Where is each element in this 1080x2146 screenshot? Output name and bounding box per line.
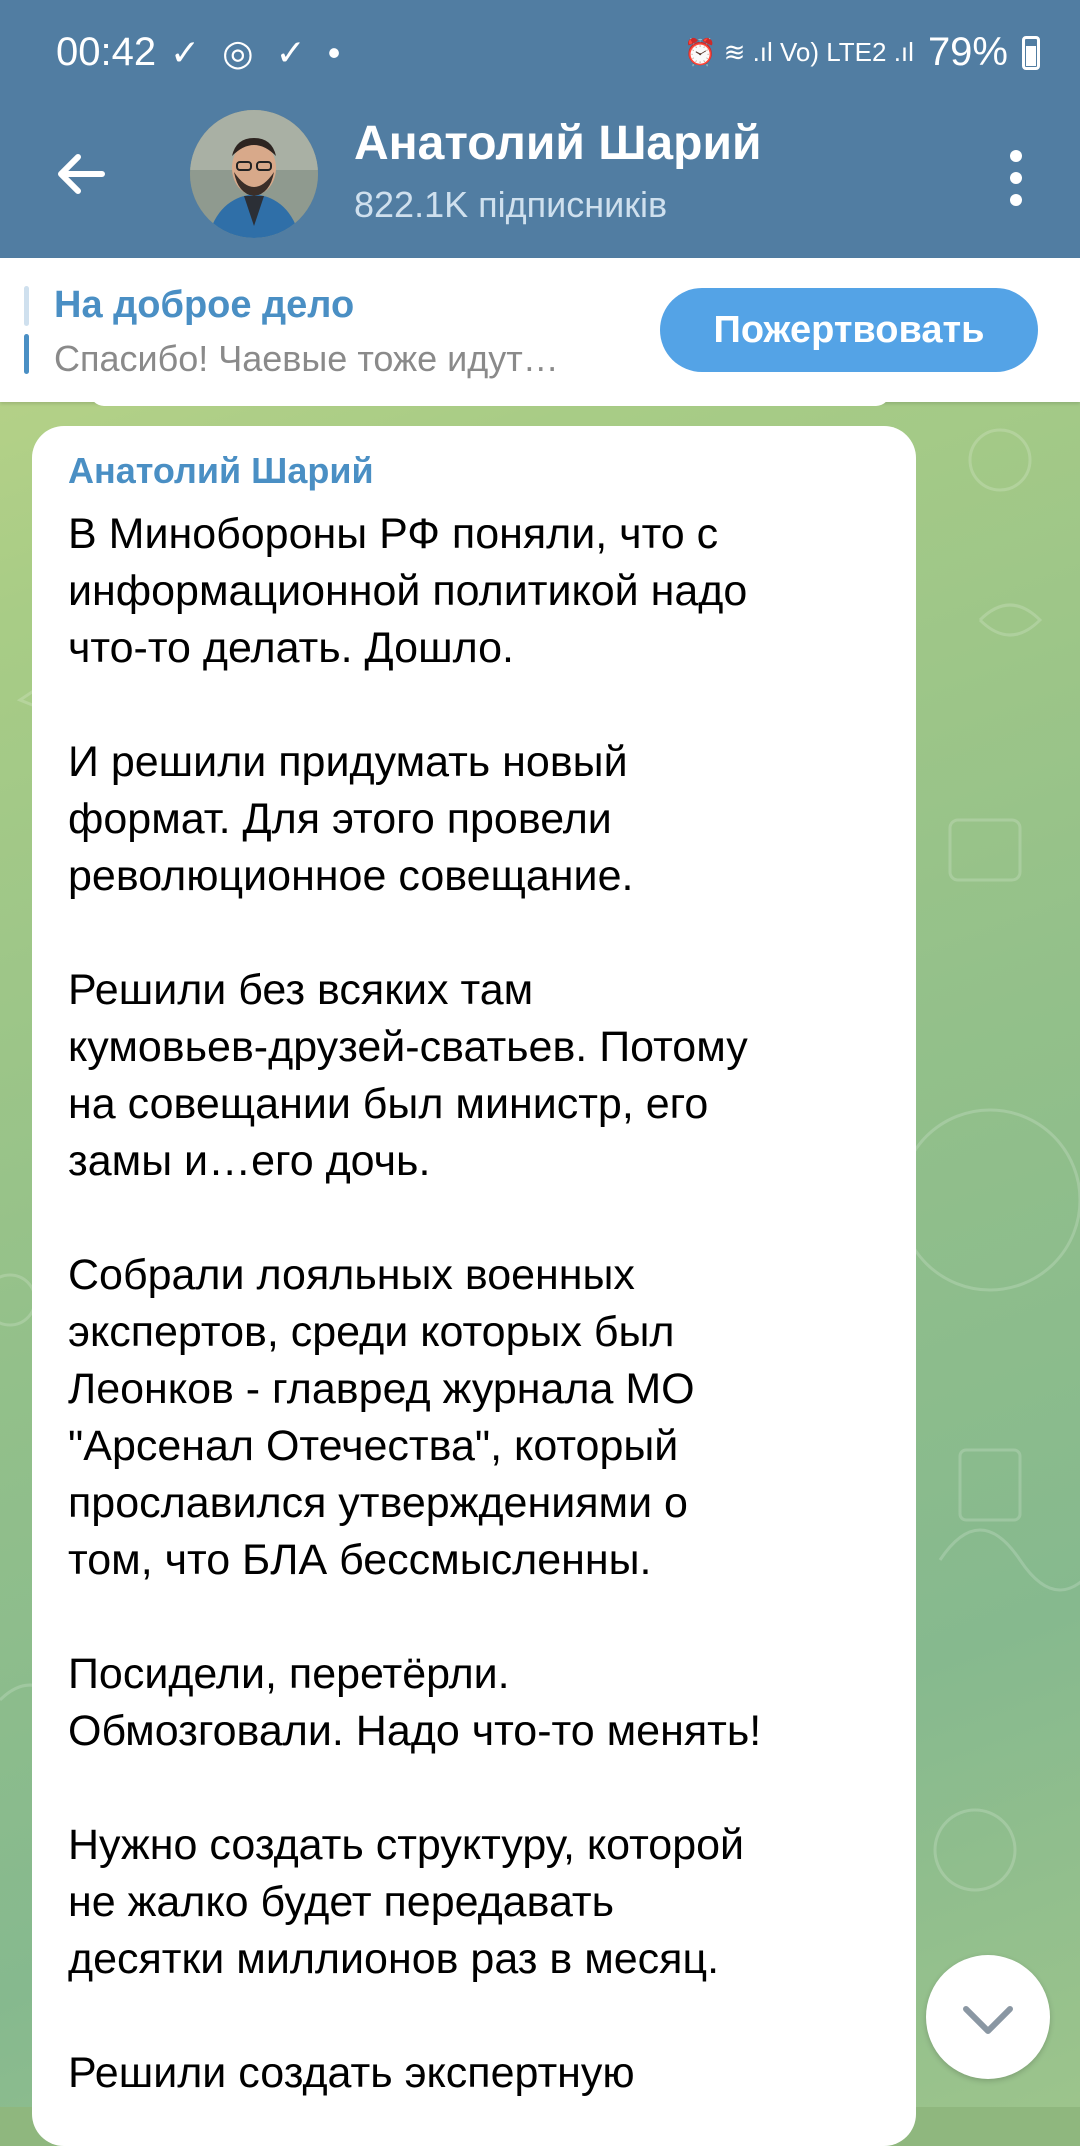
- avatar-image: [190, 110, 318, 238]
- battery-icon: [1022, 36, 1040, 70]
- chat-header: [0, 0, 1080, 258]
- scroll-down-button[interactable]: [926, 1955, 1050, 2079]
- battery-percent: 79%: [927, 30, 1008, 74]
- message-text: В Минобороны РФ поняли, что с информационной политикой надо что-то делать. Дошло. И решили придумать новый формат. Для этого провели революционное совещание. Решили без всяких там кумовьев-друзей-сватьев. Потому на совещании был министр, его замы и…его дочь. Собрали лояльных военных экспертов, среди которых был Леонков - главред журнала МО "Арсенал Отечества", который прославился утверждениями о том, что БЛА бессмысленны. Посидели, перетёрли. Обмозговали. Надо что-то менять! Нужно создать структуру, которой не жалко будет передавать десятки миллионов раз в месяц. Решили создать экспертную: [68, 510, 762, 2097]
- signal-icons: ⏰ ≋ .ıl Vo) LTE2 .ıl: [683, 37, 914, 67]
- previous-message-bubble: [90, 392, 890, 406]
- notification-icons: ✓ ◎ ✓ •: [170, 32, 347, 73]
- chevron-down-icon: [926, 1955, 1050, 2079]
- status-right-group: [684, 30, 1040, 75]
- message-author[interactable]: Анатолий Шарий: [68, 450, 374, 491]
- avatar[interactable]: [190, 110, 318, 238]
- pin-indicator-inactive: [24, 286, 29, 326]
- status-bar: [0, 0, 1080, 110]
- arrow-left-icon[interactable]: [52, 144, 112, 204]
- pinned-title: На доброе дело: [54, 284, 355, 326]
- three-dots-vertical-icon[interactable]: [1008, 148, 1024, 208]
- message-bubble[interactable]: [32, 426, 916, 2146]
- pin-indicator-active: [24, 334, 29, 374]
- pinned-text: Спасибо! Чаевые тоже идут…: [54, 338, 559, 379]
- pinned-indicator: [24, 286, 30, 376]
- donate-button[interactable]: Пожертвовать: [660, 288, 1038, 372]
- chat-title[interactable]: Анатолий Шарий: [354, 117, 762, 170]
- status-time: 00:42: [56, 30, 157, 74]
- subscriber-count: 822.1K підписників: [354, 184, 668, 225]
